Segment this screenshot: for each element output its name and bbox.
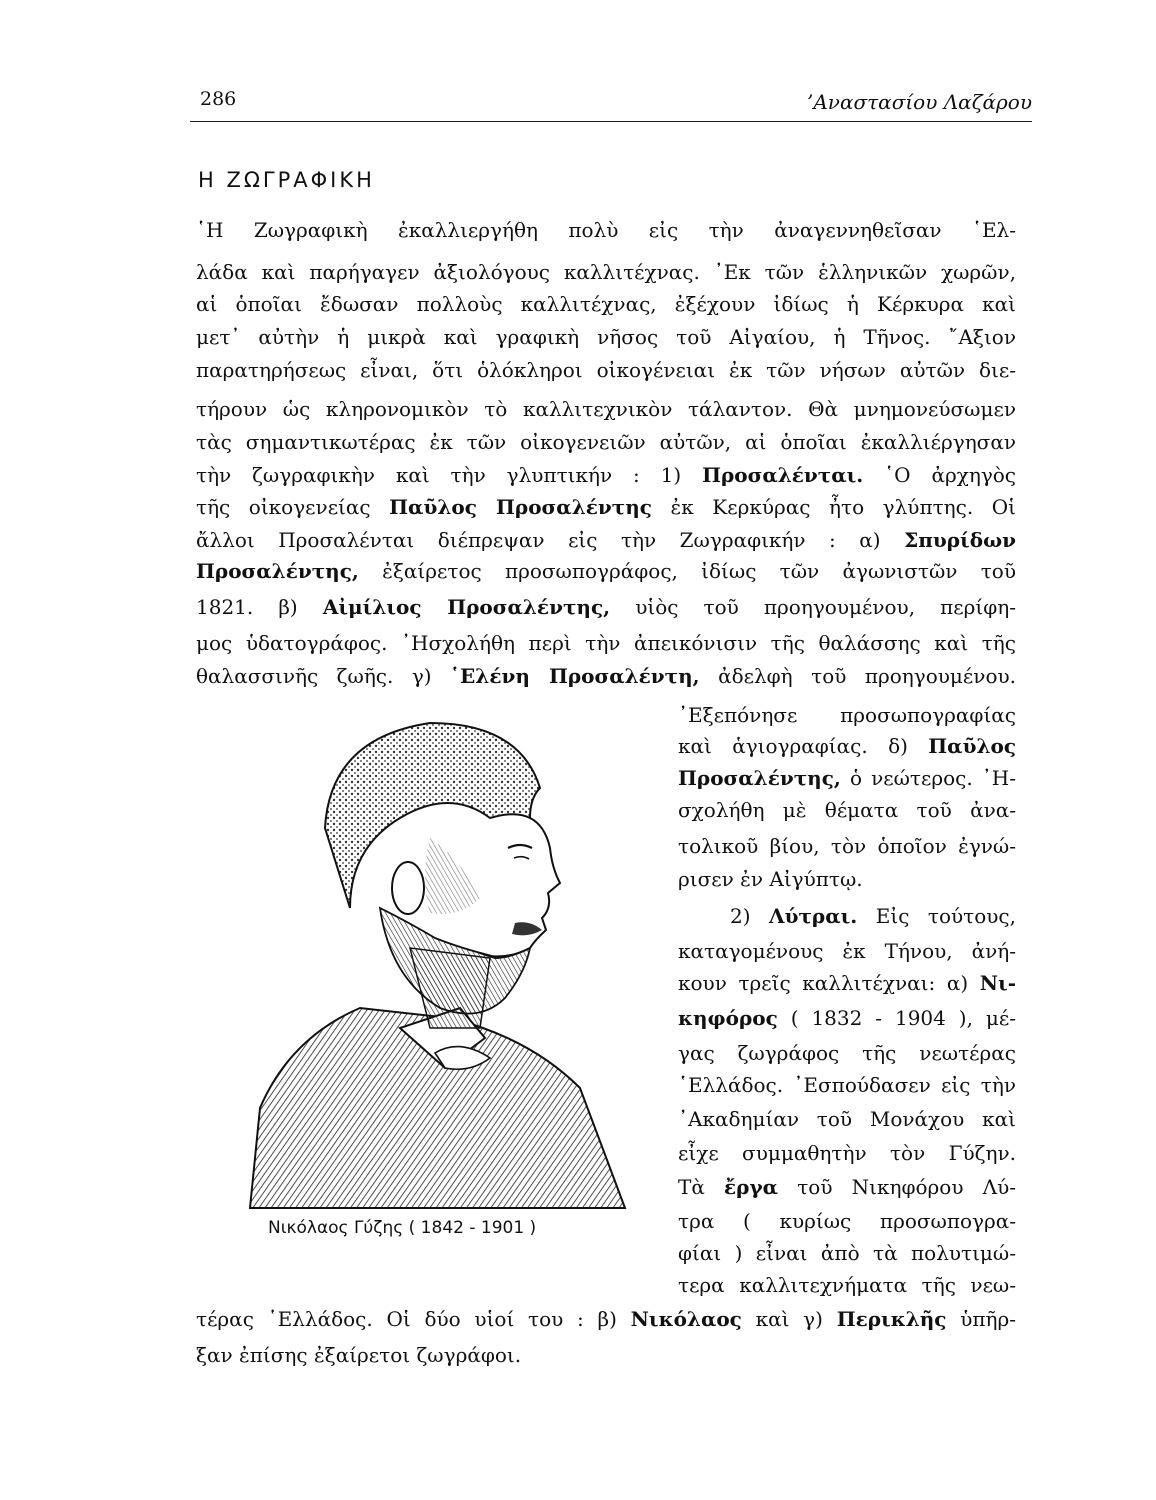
bold-name: Σπυρίδων <box>904 528 1016 552</box>
text-line: καταγομένους ἐκ Τήνου, ἀνή- <box>678 939 1016 963</box>
text-line: τολικοῦ βίου, τὸν ὁποῖον ἐγνώ- <box>678 834 1016 858</box>
text-line: γας ζωγράφος τῆς νεωτέρας <box>678 1041 1016 1065</box>
figure-caption: Νικόλαος Γύζης ( 1842 - 1901 ) <box>268 1218 537 1238</box>
text-line: τρα ( κυρίως προσωπογρα- <box>678 1209 1016 1233</box>
header-rule <box>190 121 1032 122</box>
bold-name: Λύτραι. <box>769 904 858 928</box>
bold-name: Προσαλένται. <box>702 463 864 487</box>
text-line <box>678 970 1016 996</box>
text-line <box>678 733 1016 759</box>
text-span: ( 1832 - 1904 ), μέ- <box>777 1006 1016 1030</box>
text-span: 1821. β) <box>196 595 323 619</box>
text-span: τῆς οἰκογενείας <box>196 495 390 519</box>
bold-name: Περικλῆς <box>836 1307 947 1331</box>
text-line <box>196 527 1016 553</box>
bold-name: ῾Ελένη Προσαλέντη, <box>450 664 700 688</box>
bold-name: Νι- <box>979 971 1016 995</box>
text-line: τὰς σημαντικωτέρας ἐκ τῶν οἰκογενειῶν αὐτῶν, αἱ ὁποῖαι ἐκαλλιέργησαν <box>196 430 1016 454</box>
running-head: ’Αναστασίου Λαζάρου <box>807 90 1032 114</box>
text-span: ὁ νεώτερος. ᾿Η- <box>840 766 1016 790</box>
text-line <box>196 594 1016 620</box>
text-span: ὑπῆρ- <box>946 1307 1016 1331</box>
text-line: παρατηρήσεως εἶναι, ὅτι ὁλόκληροι οἰκογένειαι ἐκ τῶν νήσων αὐτῶν διε- <box>196 358 1016 382</box>
bold-name: Παῦλος <box>928 734 1016 758</box>
text-line <box>730 903 1016 929</box>
text-line <box>196 558 1016 584</box>
bold-name: Προσαλέντης, <box>678 766 841 790</box>
text-line: αἱ ὁποῖαι ἔδωσαν πολλοὺς καλλιτέχνας, ἐξέχουν ἰδίως ἡ Κέρκυρα καὶ <box>196 292 1016 316</box>
text-span: καὶ ἁγιογραφίας. δ) <box>678 734 929 758</box>
bold-name: Νικόλαος <box>630 1307 742 1331</box>
text-line: φίαι ) εἶναι ἀπὸ τὰ πολυτιμώ- <box>678 1241 1016 1265</box>
text-line <box>678 1005 1016 1031</box>
bold-name: Παῦλος Προσαλέντης <box>389 495 652 519</box>
text-line: εἶχε συμμαθητὴν τὸν Γύζην. <box>678 1141 1016 1165</box>
text-span: κουν τρεῖς καλλιτέχναι: α) <box>678 971 980 995</box>
text-span: ἐξαίρετος προσωπογράφος, ἰδίως τῶν ἀγωνιστῶν τοῦ <box>358 559 1016 583</box>
text-line: σχολήθη μὲ θέματα τοῦ ἀνα- <box>678 798 1016 822</box>
text-line: ρισεν ἐν Αἰγύπτῳ. <box>678 867 863 891</box>
page-header <box>190 84 1032 116</box>
text-line: λάδα καὶ παρήγαγεν ἀξιολόγους καλλιτέχνας. ᾿Εκ τῶν ἑλληνικῶν χωρῶν, <box>196 260 1016 284</box>
text-line: μετ᾿ αὐτὴν ἡ μικρὰ καὶ γραφικὴ νῆσος τοῦ Αἰγαίου, ἡ Τῆνος. ῎Αξιον <box>196 325 1016 349</box>
text-line <box>678 1174 1016 1200</box>
text-line <box>196 1306 1016 1332</box>
text-line: ῾Η Ζωγραφικὴ ἐκαλλιεργήθη πολὺ εἰς τὴν ἀναγεννηθεῖσαν ῾Ελ- <box>196 218 1016 242</box>
text-line: ῾Ελλάδος. ᾿Εσπούδασεν εἰς τὴν <box>678 1073 1016 1097</box>
text-line <box>678 765 1016 791</box>
text-span: Εἰς τούτους, <box>857 904 1016 928</box>
section-title: Η ΖΩΓΡΑΦΙΚΗ <box>198 168 375 192</box>
text-span: τέρας ῾Ελλάδος. Οἱ δύο υἱοί του : β) <box>196 1307 631 1331</box>
text-span: ῾Ο ἀρχηγὸς <box>863 463 1017 487</box>
text-span: τὴν ζωγραφικὴν καὶ τὴν γλυπτικήν : 1) <box>196 463 703 487</box>
text-span: ἐκ Κερκύρας ἦτο γλύπτης. Οἱ <box>651 495 1016 519</box>
text-span: θαλασσινῆς ζωῆς. γ) <box>196 664 451 688</box>
text-line: τήρουν ὡς κληρονομικὸν τὸ καλλιτεχνικὸν τάλαντον. Θὰ μνημονεύσωμεν <box>196 397 1016 421</box>
text-span: καὶ γ) <box>741 1307 837 1331</box>
text-line <box>196 663 1016 689</box>
page-number: 286 <box>200 88 237 110</box>
text-line <box>196 494 1016 520</box>
bold-word: ἔργα <box>724 1175 779 1199</box>
text-line: ξαν ἐπίσης ἐξαίρετοι ζωγράφοι. <box>196 1343 522 1367</box>
text-line: ᾿Ακαδημίαν τοῦ Μονάχου καὶ <box>678 1107 1016 1131</box>
bold-name: Αἰμίλιος Προσαλέντης, <box>322 595 611 619</box>
bold-name: κηφόρος <box>678 1006 778 1030</box>
text-line: μος ὑδατογράφος. ᾿Ησχολήθη περὶ τὴν ἀπεικόνισιν τῆς θαλάσσης καὶ τῆς <box>196 631 1016 655</box>
text-span: τοῦ Νικηφόρου Λύ- <box>778 1175 1017 1199</box>
text-span: 2) <box>730 904 770 928</box>
text-span: υἱὸς τοῦ προηγουμένου, περίφη- <box>610 595 1016 619</box>
bold-name: Προσαλέντης, <box>196 559 359 583</box>
text-line: ᾿Εξεπόνησε προσωπογραφίας <box>678 703 1016 727</box>
portrait-engraving <box>230 708 660 1213</box>
text-line <box>196 462 1016 488</box>
text-span: Τὰ <box>678 1175 725 1199</box>
text-line: τερα καλλιτεχνήματα τῆς νεω- <box>678 1273 1016 1297</box>
text-span: ἄλλοι Προσαλένται διέπρεψαν εἰς τὴν Ζωγραφικήν : α) <box>196 528 905 552</box>
text-span: ἀδελφὴ τοῦ προηγουμένου. <box>699 664 1017 688</box>
